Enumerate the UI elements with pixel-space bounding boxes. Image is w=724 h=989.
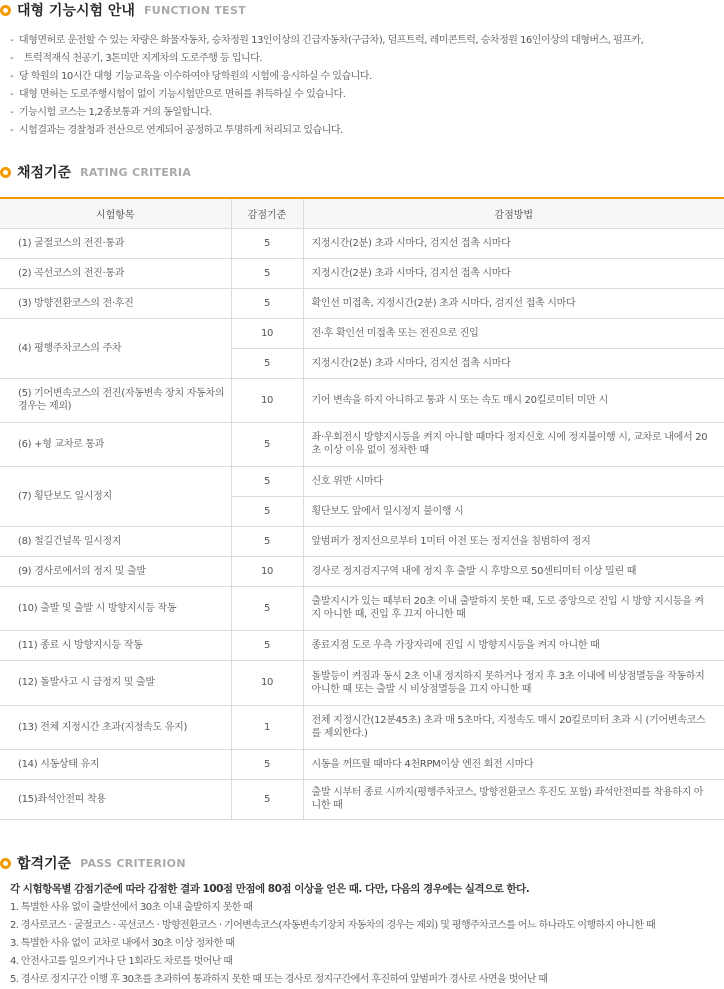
row-method: 경사로 정지검지구역 내에 정지 후 출발 시 후방으로 50센티미터 이상 밀린 때 (303, 556, 724, 586)
row-method: 지정시간(2분) 초과 시마다, 검지선 접촉 시마다 (303, 258, 724, 288)
function-test-list (10, 32, 720, 140)
rating-criteria-title: 채점기준 (17, 165, 72, 181)
table-row (0, 422, 724, 466)
list-item: 1. 특별한 사유 없이 출발선에서 30초 이내 출발하지 못한 때 (10, 902, 253, 913)
row-score: 5 (231, 422, 303, 466)
row-score: 5 (231, 466, 303, 496)
table-row (0, 318, 724, 348)
row-score: 1 (231, 705, 303, 749)
row-score: 5 (231, 779, 303, 819)
table-row (0, 586, 724, 630)
row-method: 전·후 확인선 미접촉 또는 전진으로 진입 (303, 318, 724, 348)
table-row (0, 378, 724, 422)
pass-criterion-title: 합격기준 (17, 856, 72, 872)
table-row (0, 705, 724, 749)
row-item: (8) 철길건널목 일시정지 (0, 526, 231, 556)
row-score: 10 (231, 660, 303, 705)
rating-criteria-subtitle: RATING CRITERIA (80, 165, 192, 179)
function-test-heading (0, 0, 246, 20)
row-score: 5 (231, 526, 303, 556)
pass-criterion-body (10, 880, 720, 989)
row-score: 10 (231, 556, 303, 586)
list-item: - 대형 면허는 도로주행시험이 없이 기능시험만으로 면허를 취득하실 수 있습니다. (10, 86, 720, 104)
list-item: - 트럭적재식 천공기, 3톤미만 지게차의 도로주행 등 입니다. (10, 50, 720, 68)
row-item: (10) 출발 및 출발 시 방향지시등 작동 (0, 586, 231, 630)
row-score: 5 (231, 348, 303, 378)
row-item: (13) 전체 지정시간 초과(지정속도 유지) (0, 705, 231, 749)
list-item: 3. 특별한 사유 없이 교차로 내에서 30초 이상 정차한 때 (10, 938, 235, 949)
list-item: 2. 경사로코스 · 굴절코스 · 곡선코스 · 방향전환코스 · 기어변속코스(자동변속기장치 자동차의 경우는 제외) 및 평행주차코스를 어느 하나라도 이행하지 아니한 때 (10, 920, 656, 931)
row-method: 신호 위반 시마다 (303, 466, 724, 496)
row-method: 앞범퍼가 정지선으로부터 1미터 이전 또는 정지선을 침범하여 정지 (303, 526, 724, 556)
row-method: 확인선 미접촉, 지정시간(2분) 초과 시마다, 검지선 접촉 시마다 (303, 288, 724, 318)
row-score: 5 (231, 749, 303, 779)
table-row (0, 779, 724, 819)
circle-bullet-icon (0, 5, 11, 16)
row-method: 출발지시가 있는 때부터 20초 이내 출발하지 못한 때, 도로 중앙으로 진입 시 방향 지시등을 켜지 아니한 때, 진입 후 끄지 아니한 때 (303, 586, 724, 630)
column-header-score: 감점기준 (231, 198, 303, 228)
table-row (0, 630, 724, 660)
row-item: (2) 곡선코스의 전진·통과 (0, 258, 231, 288)
table-row (0, 749, 724, 779)
list-item: - 시험결과는 경찰청과 전산으로 연계되어 공정하고 투명하게 처리되고 있습니다. (10, 122, 720, 140)
row-item: (3) 방향전환코스의 전·후진 (0, 288, 231, 318)
row-item: (4) 평행주차코스의 주차 (0, 318, 231, 378)
function-test-subtitle: FUNCTION TEST (143, 3, 247, 17)
list-item: - 대형면허로 운전할 수 있는 차량은 화물자동차, 승차정원 13인이상의 긴급자동차(구급차), 덤프트럭, 레미콘트럭, 승차정원 16인이상의 대형버스, 펌프카, (10, 32, 720, 50)
table-row (0, 228, 724, 258)
row-method: 돌발등이 켜짐과 동시 2초 이내 정지하지 못하거나 정지 후 3초 이내에 비상점멸등을 작동하지 아니한 때 또는 출발 시 비상점멸등을 끄지 아니한 때 (303, 660, 724, 705)
list-item: 4. 안전사고를 일으키거나 단 1회라도 차로를 벗어난 때 (10, 956, 233, 967)
disqualification-list (10, 899, 720, 989)
row-item: (14) 시동상태 유지 (0, 749, 231, 779)
row-method: 횡단보도 앞에서 일시정지 불이행 시 (303, 496, 724, 526)
table-row (0, 258, 724, 288)
column-header-item: 시험항목 (0, 198, 231, 228)
row-score: 5 (231, 258, 303, 288)
table-row (0, 660, 724, 705)
row-item: (1) 굴절코스의 전진·통과 (0, 228, 231, 258)
row-score: 5 (231, 496, 303, 526)
row-method: 종료지점 도로 우측 가장자리에 진입 시 방향지시등을 켜지 아니한 때 (303, 630, 724, 660)
row-item: (6) +형 교차로 통과 (0, 422, 231, 466)
list-item: - 기능시험 코스는 1,2종보통과 거의 동일합니다. (10, 104, 720, 122)
row-method: 좌·우회전시 방향지시등을 켜지 아니할 때마다 정지신호 시에 정지불이행 시, 교차로 내에서 20초 이상 이유 없이 정차한 때 (303, 422, 724, 466)
row-score: 5 (231, 586, 303, 630)
row-item: (12) 돌발사고 시 급정지 및 출발 (0, 660, 231, 705)
table-row (0, 556, 724, 586)
row-score: 10 (231, 378, 303, 422)
row-item: (9) 경사로에서의 정지 및 출발 (0, 556, 231, 586)
row-item: (7) 횡단보도 일시정지 (0, 466, 231, 526)
list-item: - 당 학원의 10시간 대형 기능교육을 이수하여야 당학원의 시험에 응시하실 수 있습니다. (10, 68, 720, 86)
row-method: 지정시간(2분) 초과 시마다, 검지선 접촉 시마다 (303, 348, 724, 378)
row-item: (15)좌석안전띠 착용 (0, 779, 231, 819)
list-item: 5. 경사로 정지구간 이행 후 30초를 초과하여 통과하지 못한 때 또는 경사로 정지구간에서 후진하여 앞범퍼가 경사로 사면을 벗어난 때 (10, 974, 548, 985)
pass-criterion-heading (0, 853, 186, 873)
circle-bullet-icon (0, 858, 11, 869)
rating-criteria-table (0, 197, 724, 820)
row-score: 5 (231, 630, 303, 660)
row-method: 지정시간(2분) 초과 시마다, 검지선 접촉 시마다 (303, 228, 724, 258)
function-test-title: 대형 기능시험 안내 (17, 3, 135, 19)
table-row (0, 288, 724, 318)
row-method: 전체 지정시간(12분45초) 초과 매 5초마다, 지정속도 매시 20킬로미터 초과 시 (기어변속코스를 제외한다.) (303, 705, 724, 749)
row-score: 10 (231, 318, 303, 348)
row-method: 기어 변속을 하지 아니하고 통과 시 또는 속도 매시 20킬로미터 미만 시 (303, 378, 724, 422)
table-row (0, 466, 724, 496)
row-item: (11) 종료 시 방향지시등 작동 (0, 630, 231, 660)
rating-criteria-heading (0, 162, 191, 182)
table-row (0, 526, 724, 556)
circle-bullet-icon (0, 167, 11, 178)
pass-criterion-subtitle: PASS CRITERION (80, 856, 186, 870)
row-score: 5 (231, 288, 303, 318)
row-item: (5) 기어변속코스의 전진(자동변속 장치 자동차의 경우는 제외) (0, 378, 231, 422)
column-header-method: 감점방법 (303, 198, 724, 228)
row-method: 출발 시부터 종료 시까지(평행주차코스, 방향전환코스 후진도 포함) 좌석안전띠를 착용하지 아니한 때 (303, 779, 724, 819)
row-method: 시동을 꺼뜨릴 때마다 4천RPM이상 엔진 회전 시마다 (303, 749, 724, 779)
table-header-row (0, 198, 724, 228)
pass-criterion-lead: 각 시험항목별 감점기준에 따라 감점한 결과 100점 만점에 80점 이상을 얻은 때. 다만, 다음의 경우에는 실격으로 한다. (10, 883, 530, 895)
row-score: 5 (231, 228, 303, 258)
